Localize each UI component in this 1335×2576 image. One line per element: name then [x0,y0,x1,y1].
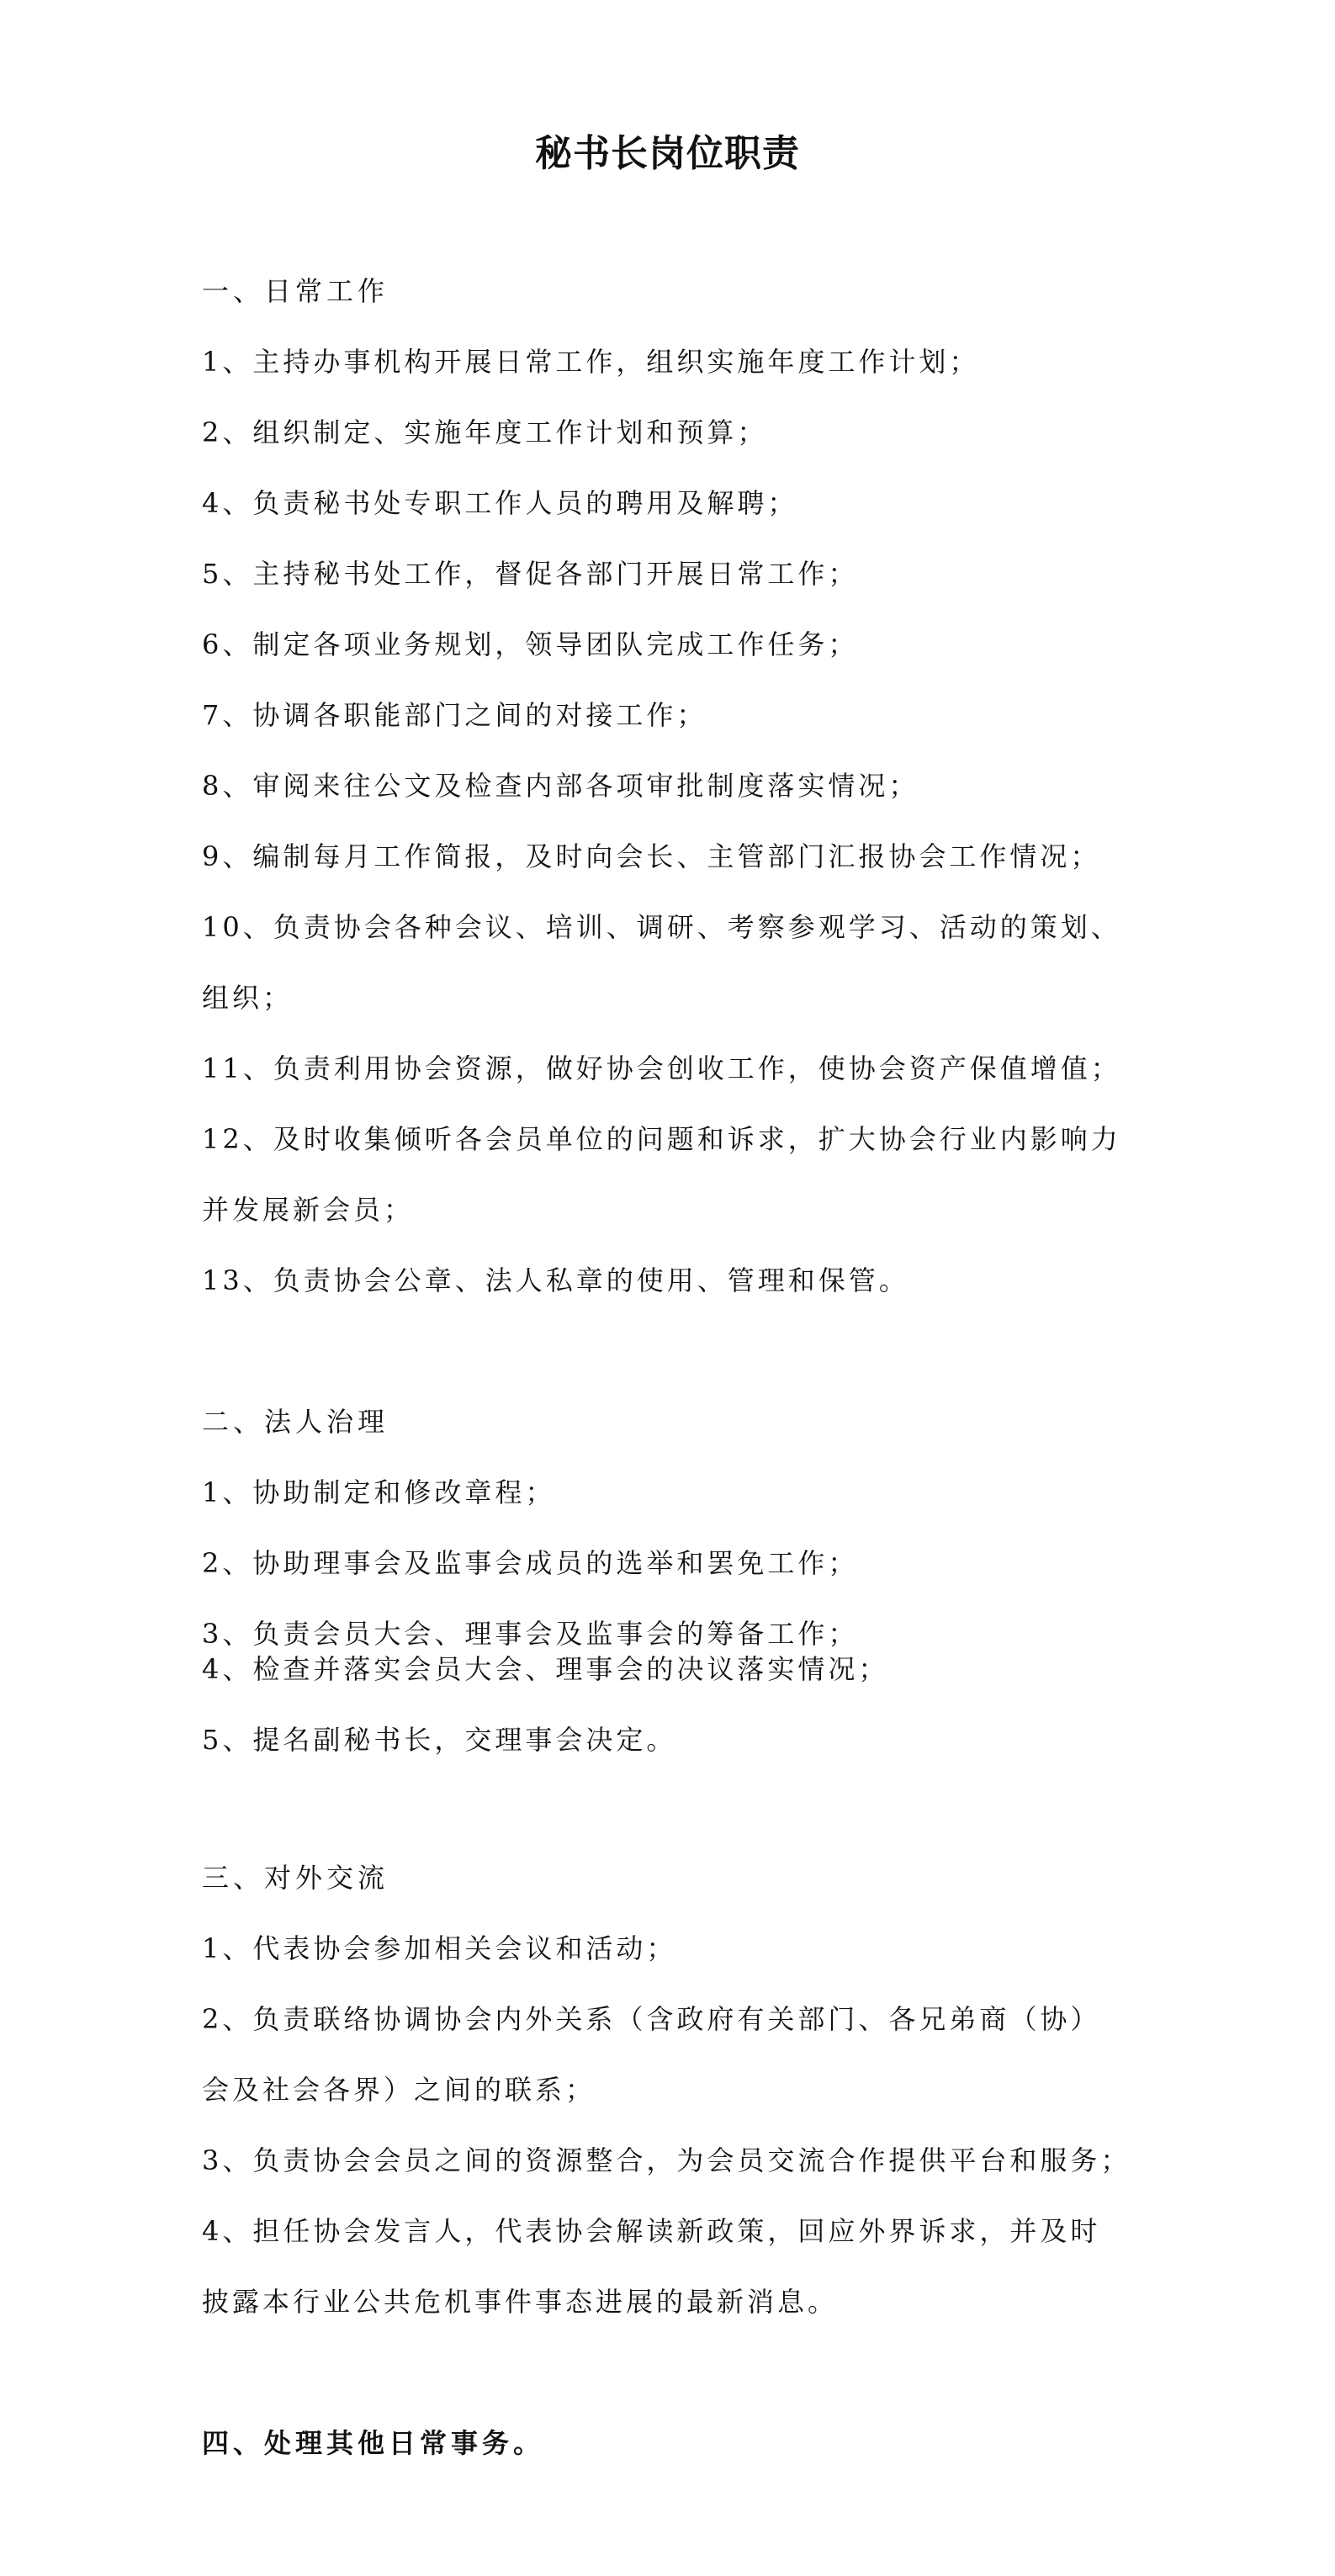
section-1-item: 1、主持办事机构开展日常工作，组织实施年度工作计划； [202,346,980,378]
section-3-item: 2、负责联络协调协会内外关系（含政府有关部门、各兄弟商（协） [202,2003,1101,2035]
section-3-heading: 三、对外交流 [202,1862,389,1894]
section-1-item: 12、及时收集倾听各会员单位的问题和诉求，扩大协会行业内影响力 [202,1123,1121,1155]
section-2-item: 1、协助制定和修改章程； [202,1476,556,1508]
section-3-item-continued: 披露本行业公共危机事件事态进展的最新消息。 [202,2286,839,2318]
section-2-item: 3、负责会员大会、理事会及监事会的筹备工作； [202,1618,859,1650]
section-1-item: 11、负责利用协会资源，做好协会创收工作，使协会资产保值增值； [202,1052,1121,1084]
section-2-item: 2、协助理事会及监事会成员的选举和罢免工作； [202,1547,859,1579]
section-1-heading: 一、日常工作 [202,275,389,307]
section-2-item: 5、提名副秘书长，交理事会决定。 [202,1724,677,1756]
section-1-item: 7、协调各职能部门之间的对接工作； [202,699,707,731]
section-3-item: 3、负责协会会员之间的资源整合，为会员交流合作提供平台和服务； [202,2144,1131,2176]
section-1-item: 9、编制每月工作简报，及时向会长、主管部门汇报协会工作情况； [202,840,1101,872]
section-2-item: 4、检查并落实会员大会、理事会的决议落实情况； [202,1653,889,1685]
section-1-item: 4、负责秘书处专职工作人员的聘用及解聘； [202,487,798,519]
section-4-heading: 四、处理其他日常事务。 [202,2427,545,2459]
section-1-item: 5、主持秘书处工作，督促各部门开展日常工作； [202,558,859,590]
document-title: 秘书长岗位职责 [535,132,800,175]
section-3-item: 1、代表协会参加相关会议和活动； [202,1932,677,1964]
section-1-item: 2、组织制定、实施年度工作计划和预算； [202,416,768,448]
section-2-heading: 二、法人治理 [202,1406,389,1438]
section-1-item-continued: 并发展新会员； [202,1194,415,1226]
section-3-item: 4、担任协会发言人，代表协会解读新政策，回应外界诉求，并及时 [202,2215,1101,2247]
section-3-item-continued: 会及社会各界）之间的联系； [202,2074,596,2106]
section-1-item: 10、负责协会各种会议、培训、调研、考察参观学习、活动的策划、 [202,911,1121,943]
section-1-item: 8、审阅来往公文及检查内部各项审批制度落实情况； [202,770,919,802]
section-1-item: 6、制定各项业务规划，领导团队完成工作任务； [202,628,859,660]
section-1-item: 13、负责协会公章、法人私章的使用、管理和保管。 [202,1264,909,1296]
section-1-item-continued: 组织； [202,982,294,1014]
